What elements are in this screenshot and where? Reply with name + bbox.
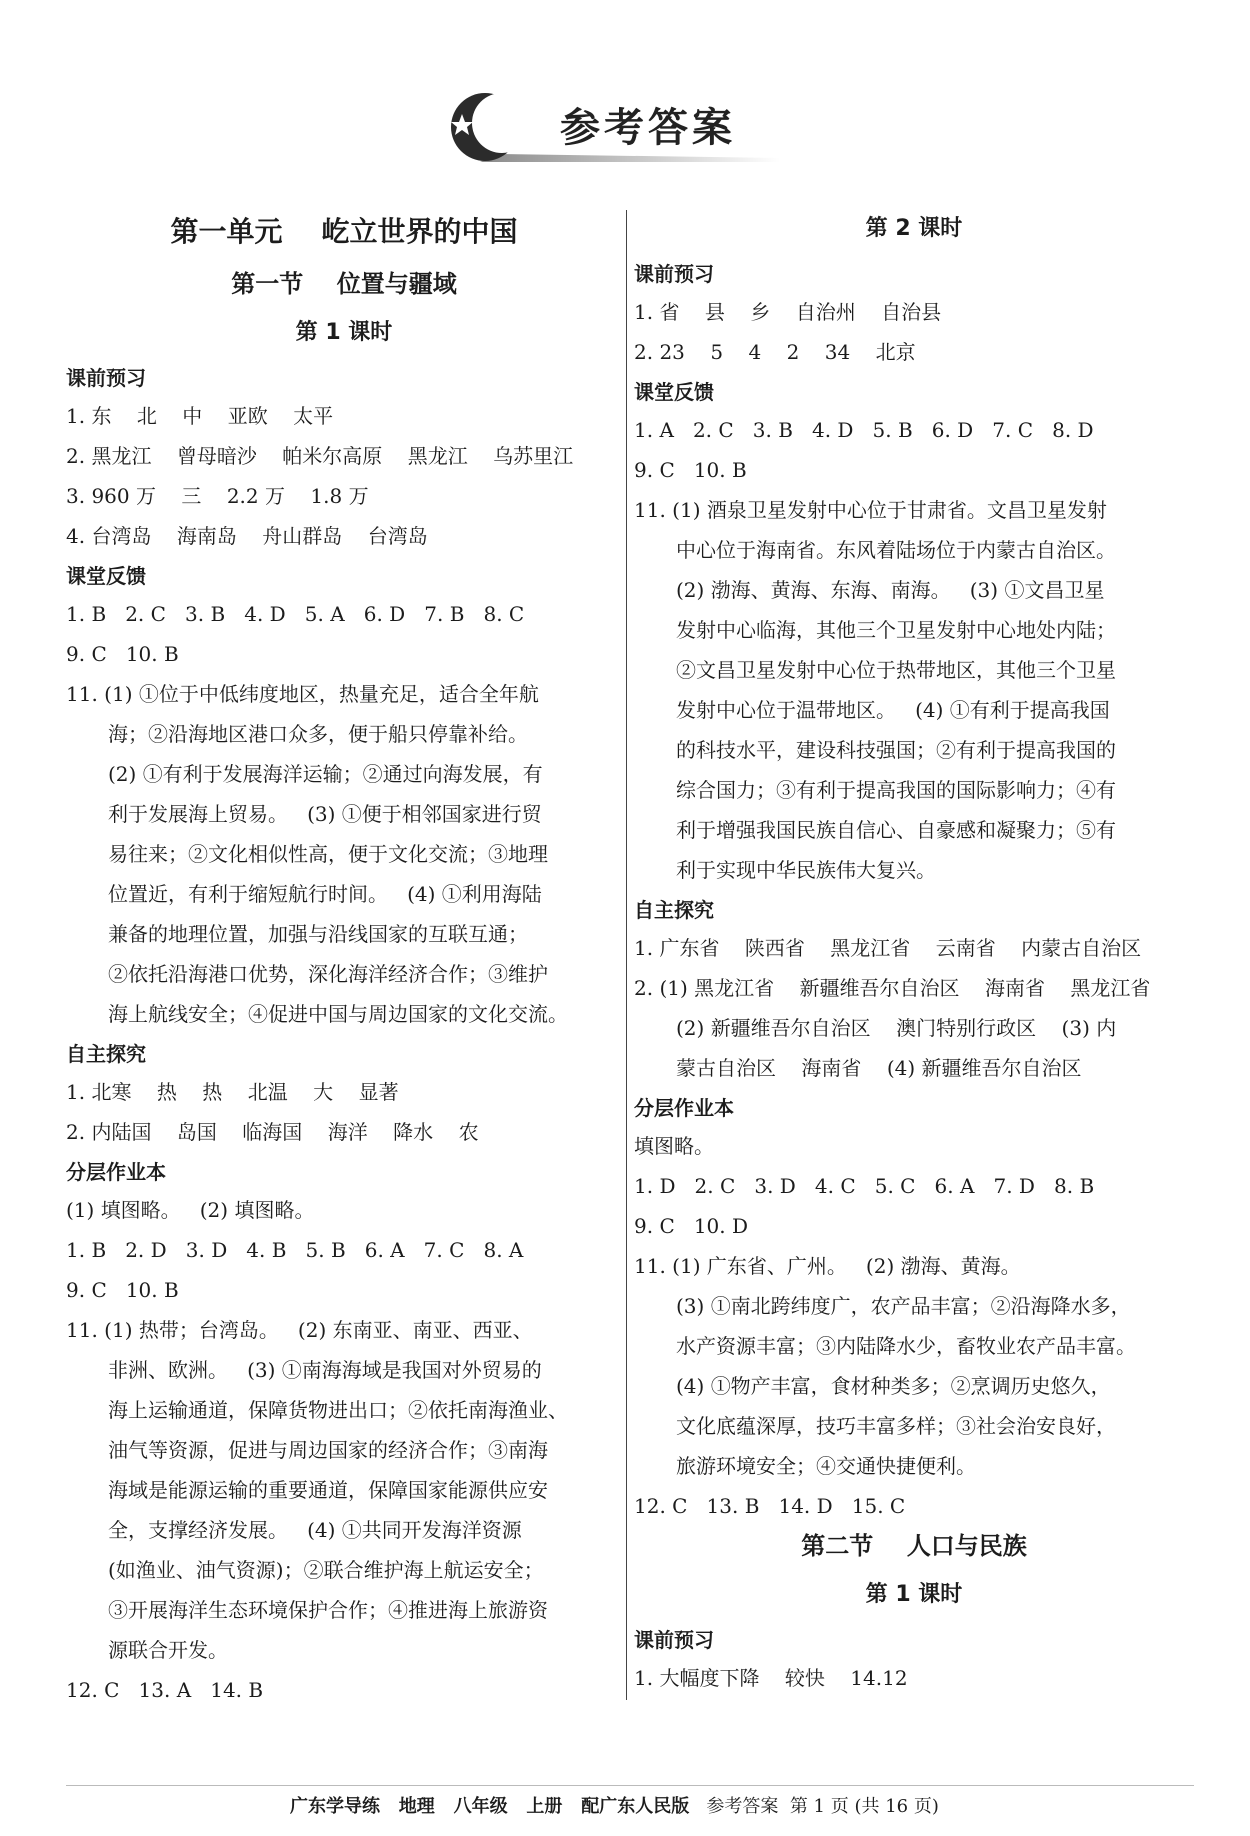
answer-line: (2) 渤海、黄海、东海、南海。 (3) ①文昌卫星 xyxy=(676,578,1105,602)
answer-line: ②依托沿海港口优势，深化海洋经济合作；③维护 xyxy=(108,962,548,986)
answer-line: 油气等资源，促进与周边国家的经济合作；③南海 xyxy=(108,1438,548,1462)
category-heading: 课前预习 xyxy=(66,366,146,390)
footer-rule xyxy=(66,1785,1194,1786)
lesson-title: 第 1 课时 xyxy=(865,1582,963,1607)
section-title: 第一节 位置与疆域 xyxy=(231,270,457,298)
category-heading: 课前预习 xyxy=(634,262,714,286)
answer-line: 利于增强我国民族自信心、自豪感和凝聚力；⑤有 xyxy=(676,818,1116,842)
answer-line: 中心位于海南省。东风着陆场位于内蒙古自治区。 xyxy=(676,538,1116,562)
answer-line: 旅游环境安全；④交通快捷便利。 xyxy=(676,1454,976,1478)
answer-line: (2) 新疆维吾尔自治区 澳门特别行政区 (3) 内 xyxy=(676,1016,1117,1040)
category-heading: 课堂反馈 xyxy=(634,380,714,404)
answer-line: 11. (1) 广东省、广州。 (2) 渤海、黄海。 xyxy=(634,1254,1021,1278)
answer-line: 源联合开发。 xyxy=(108,1638,228,1662)
answer-line: 1. B 2. C 3. B 4. D 5. A 6. D 7. B 8. C xyxy=(66,602,525,626)
answer-line: 2. 内陆国 岛国 临海国 海洋 降水 农 xyxy=(66,1120,479,1144)
answer-line: 9. C 10. B xyxy=(634,458,747,482)
answer-line: 蒙古自治区 海南省 (4) 新疆维吾尔自治区 xyxy=(676,1056,1082,1080)
answer-line: 9. C 10. B xyxy=(66,642,179,666)
answer-line: 9. C 10. B xyxy=(66,1278,179,1302)
answer-line: ③开展海洋生态环境保护合作；④推进海上旅游资 xyxy=(108,1598,548,1622)
answer-line: 11. (1) 酒泉卫星发射中心位于甘肃省。文昌卫星发射 xyxy=(634,498,1107,522)
answer-line: 12. C 13. B 14. D 15. C xyxy=(634,1494,906,1518)
answer-line: (4) ①物产丰富，食材种类多；②烹调历史悠久， xyxy=(676,1374,1111,1398)
answer-line: 1. 东 北 中 亚欧 太平 xyxy=(66,404,334,428)
answer-line: 发射中心临海，其他三个卫星发射中心地处内陆； xyxy=(676,618,1116,642)
page-footer xyxy=(290,1792,990,1822)
answer-line: 1. A 2. C 3. B 4. D 5. B 6. D 7. C 8. D xyxy=(634,418,1094,442)
lesson-title: 第 2 课时 xyxy=(865,216,963,241)
answer-line: (如渔业、油气资源)；②联合维护海上航运安全； xyxy=(108,1558,544,1582)
answer-line: 海；②沿海地区港口众多，便于船只停靠补给。 xyxy=(108,722,528,746)
answer-line: 海上航线安全；④促进中国与周边国家的文化交流。 xyxy=(108,1002,568,1026)
answer-line: 文化底蕴深厚，技巧丰富多样；③社会治安良好， xyxy=(676,1414,1116,1438)
answer-line: 9. C 10. D xyxy=(634,1214,749,1238)
answer-line: 11. (1) 热带；台湾岛。 (2) 东南亚、南亚、西亚、 xyxy=(66,1318,533,1342)
answer-line: (3) ①南北跨纬度广，农产品丰富；②沿海降水多， xyxy=(676,1294,1131,1318)
category-heading: 分层作业本 xyxy=(66,1160,166,1184)
answer-line: 11. (1) ①位于中低纬度地区，热量充足，适合全年航 xyxy=(66,682,539,706)
answer-line: 4. 台湾岛 海南岛 舟山群岛 台湾岛 xyxy=(66,524,428,548)
answer-line: 1. B 2. D 3. D 4. B 5. B 6. A 7. C 8. A xyxy=(66,1238,524,1262)
answer-line: (1) 填图略。 (2) 填图略。 xyxy=(66,1198,315,1222)
page-title: 参考答案 xyxy=(560,105,736,151)
answer-line: 填图略。 xyxy=(634,1134,714,1158)
answer-line: 位置近，有利于缩短航行时间。 (4) ①利用海陆 xyxy=(108,882,542,906)
answer-line: 利于实现中华民族伟大复兴。 xyxy=(676,858,936,882)
category-heading: 课堂反馈 xyxy=(66,564,146,588)
footer-answers-label: 参考答案 xyxy=(706,1796,779,1817)
right-column xyxy=(634,210,1194,1698)
answer-line: 的科技水平，建设科技强国；②有利于提高我国的 xyxy=(676,738,1116,762)
category-heading: 自主探究 xyxy=(66,1042,146,1066)
answer-line: 海上运输通道，保障货物进出口；②依托南海渔业、 xyxy=(108,1398,568,1422)
footer-book-title: 广东学导练 地理 八年级 上册 配广东人民版 xyxy=(290,1796,690,1817)
answer-line: 2. 23 5 4 2 34 北京 xyxy=(634,340,916,364)
answer-line: 发射中心位于温带地区。 (4) ①有利于提高我国 xyxy=(676,698,1110,722)
answer-line: 1. 省 县 乡 自治州 自治县 xyxy=(634,300,942,324)
answer-line: ②文昌卫星发射中心位于热带地区，其他三个卫星 xyxy=(676,658,1116,682)
answer-line: 非洲、欧洲。 (3) ①南海海域是我国对外贸易的 xyxy=(108,1358,542,1382)
column-divider xyxy=(626,210,627,1700)
answer-line: 12. C 13. A 14. B xyxy=(66,1678,264,1702)
answer-line: 1. 北寒 热 热 北温 大 显著 xyxy=(66,1080,399,1104)
answer-line: 综合国力；③有利于提高我国的国际影响力；④有 xyxy=(676,778,1116,802)
answer-line: 2. 黑龙江 曾母暗沙 帕米尔高原 黑龙江 乌苏里江 xyxy=(66,444,574,468)
answer-line: 全，支撑经济发展。 (4) ①共同开发海洋资源 xyxy=(108,1518,522,1542)
left-column xyxy=(66,210,622,1710)
answer-line: 1. D 2. C 3. D 4. C 5. C 6. A 7. D 8. B xyxy=(634,1174,1095,1198)
footer-page-number: 第 1 页 (共 16 页) xyxy=(789,1796,939,1817)
answer-line: 2. (1) 黑龙江省 新疆维吾尔自治区 海南省 黑龙江省 xyxy=(634,976,1151,1000)
answer-line: 1. 大幅度下降 较快 14.12 xyxy=(634,1666,908,1690)
answer-line: 1. 广东省 陕西省 黑龙江省 云南省 内蒙古自治区 xyxy=(634,936,1142,960)
lesson-title: 第 1 课时 xyxy=(295,320,393,345)
category-heading: 课前预习 xyxy=(634,1628,714,1652)
answer-line: 易往来；②文化相似性高，便于文化交流；③地理 xyxy=(108,842,548,866)
answer-line: 海域是能源运输的重要通道，保障国家能源供应安 xyxy=(108,1478,548,1502)
unit-title: 第一单元 屹立世界的中国 xyxy=(170,215,518,248)
category-heading: 分层作业本 xyxy=(634,1096,734,1120)
answer-line: (2) ①有利于发展海洋运输；②通过向海发展，有 xyxy=(108,762,543,786)
answer-line: 水产资源丰富；③内陆降水少，畜牧业农产品丰富。 xyxy=(676,1334,1136,1358)
answer-line: 3. 960 万 三 2.2 万 1.8 万 xyxy=(66,484,369,508)
section-title: 第二节 人口与民族 xyxy=(801,1532,1027,1560)
answer-line: 兼备的地理位置，加强与沿线国家的互联互通； xyxy=(108,922,528,946)
answer-line: 利于发展海上贸易。 (3) ①便于相邻国家进行贸 xyxy=(108,802,542,826)
category-heading: 自主探究 xyxy=(634,898,714,922)
